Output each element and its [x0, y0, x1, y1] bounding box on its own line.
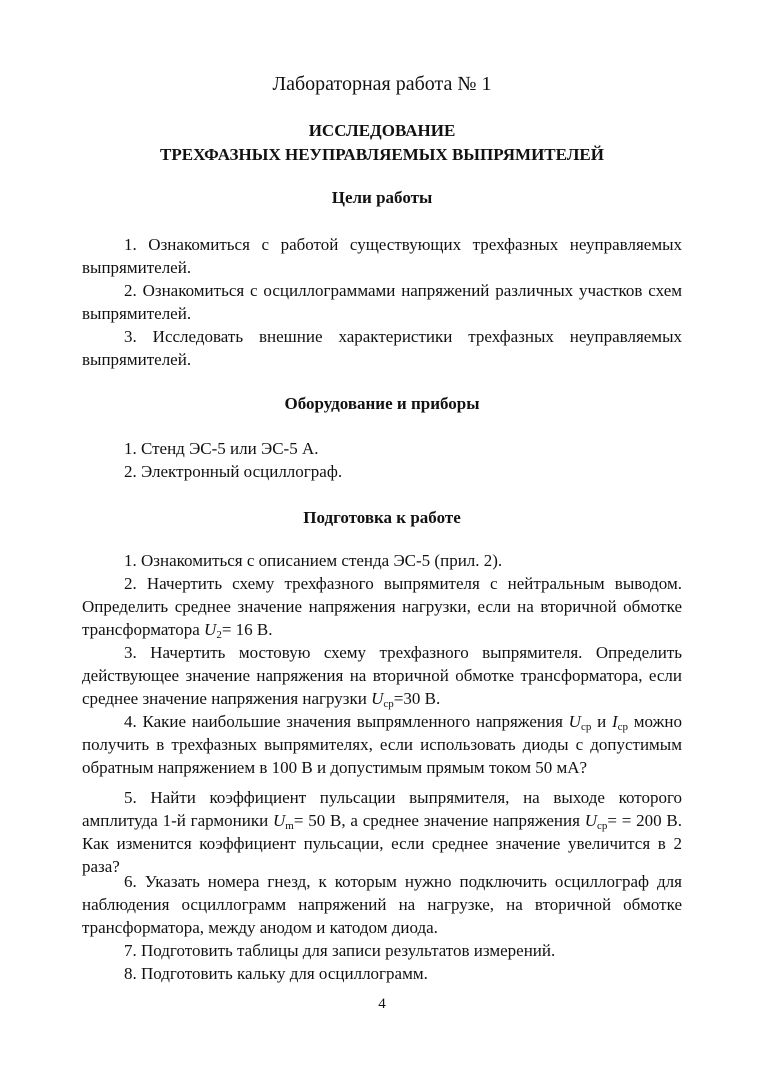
goal-item-3: 3. Исследовать внешние характеристики трехфазных неуправляемых выпрямителей. — [82, 327, 682, 369]
preparation-item-6: 6. Указать номера гнезд, к которым нужно подключить осциллограф для наблюдения осциллограмм напряжений на нагрузке, на вторичной обмотке трансформатора, между анодом и катодом диода. — [82, 872, 682, 937]
goal-item-2: 2. Ознакомиться с осциллограммами напряжений различных участков схем выпрямителей. — [82, 281, 682, 323]
preparation-item-1: 1. Ознакомиться с описанием стенда ЭС-5 (прил. 2). — [124, 551, 503, 570]
equipment-heading: Оборудование и приборы — [284, 394, 480, 413]
preparation-item-4: 4. Какие наибольшие значения выпрямленного напряжения $U_{ср}$ и $I_{ср}$ можно получить в трехфазных выпрямителях, если использовать диоды с допустимым обратным напряжением в 100 В и допустимым прямым током 50 мА? — [82, 712, 682, 777]
goal-item-1: 1. Ознакомиться с работой существующих трехфазных неуправляемых выпрямителей. — [82, 235, 682, 277]
main-title-line-1: ИССЛЕДОВАНИЕ — [308, 121, 456, 140]
equipment-item-2: 2. Электронный осциллограф. — [124, 462, 343, 481]
goals-heading: Цели работы — [331, 188, 433, 207]
preparation-item-8: 8. Подготовить кальку для осциллограмм. — [124, 964, 428, 983]
preparation-heading: Подготовка к работе — [303, 508, 461, 527]
main-title — [0, 119, 764, 167]
equipment-item-1: 1. Стенд ЭС-5 или ЭС-5 А. — [124, 439, 319, 458]
preparation-item-7: 7. Подготовить таблицы для записи результатов измерений. — [124, 941, 556, 960]
preparation-item-3: 3. Начертить мостовую схему трехфазного выпрямителя. Определить действующее значение напряжения на вторичной обмотке трансформатора, если среднее значение напряжения нагрузки $U_{ср}=30$ В. — [82, 643, 682, 710]
preparation-item-2: 2. Начертить схему трехфазного выпрямителя с нейтральным выводом. Определить среднее значение напряжения нагрузки, если на вторичной обмотке трансформатора $U_2= 16$ В. — [82, 574, 682, 641]
page-number: 4 — [378, 996, 386, 1012]
lab-title: Лабораторная работа № 1 — [272, 73, 492, 95]
main-title-line-2: ТРЕХФАЗНЫХ НЕУПРАВЛЯЕМЫХ ВЫПРЯМИТЕЛЕЙ — [160, 145, 604, 164]
preparation-item-5: 5. Найти коэффициент пульсации выпрямителя, на выходе которого амплитуда 1-й гармоники $U_m= 50$ В, а среднее значение напряжения $U_{ср}= = 200$ В. Как изменится коэффициент пульсации, если среднее значение увеличится в 2 раза? — [82, 788, 683, 876]
